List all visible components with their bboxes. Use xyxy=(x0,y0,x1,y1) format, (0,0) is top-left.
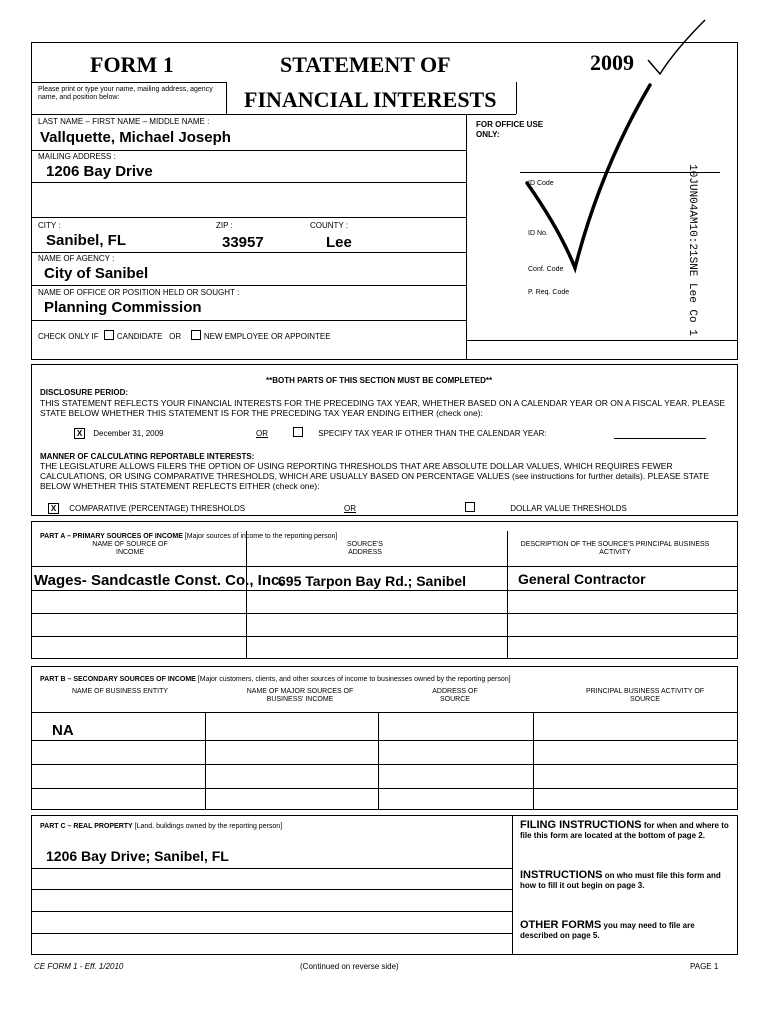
comparative-checkbox[interactable]: X xyxy=(48,503,59,514)
part-b-row1-name: NA xyxy=(52,722,74,739)
office-use-title: FOR OFFICE USE ONLY: xyxy=(476,120,544,139)
check-only-row xyxy=(38,330,331,341)
part-c-row-line-1 xyxy=(31,868,512,869)
mailing-line-1 xyxy=(31,182,466,183)
part-a-note: [Major sources of income to the reporting person] xyxy=(184,533,338,540)
county-label: COUNTY : xyxy=(310,221,349,230)
part-c-row-line-3 xyxy=(31,911,512,912)
office-underline xyxy=(31,320,466,321)
office-line-2 xyxy=(466,340,738,341)
mailing-value: 1206 Bay Drive xyxy=(46,163,153,180)
both-parts-note: **BOTH PARTS OF THIS SECTION MUST BE COMPLETED** xyxy=(266,376,493,385)
disclosure-period-title: DISCLOSURE PERIOD: xyxy=(40,388,129,397)
part-b-col2-header: NAME OF MAJOR SOURCES OF BUSINESS' INCOME xyxy=(246,688,354,703)
part-c-row-line-4 xyxy=(31,933,512,934)
city-value: Sanibel, FL xyxy=(46,232,127,249)
candidate-checkbox[interactable] xyxy=(104,330,114,340)
county-value: Lee xyxy=(326,234,352,251)
part-b-col-line-1 xyxy=(205,712,206,810)
part-a-row-line-3 xyxy=(31,636,738,637)
part-c-row1: 1206 Bay Drive; Sanibel, FL xyxy=(46,848,229,864)
part-b-row-line-3 xyxy=(31,788,738,789)
part-b-header-line xyxy=(31,712,738,713)
header-bottom-line xyxy=(31,114,226,115)
other-text: you may need to file are described on page 5. xyxy=(520,921,695,940)
footer-page: PAGE 1 xyxy=(690,962,719,971)
footer-continued: (Continued on reverse side) xyxy=(300,962,399,971)
form-year: 2009 xyxy=(590,50,634,75)
dollar-row xyxy=(462,502,627,513)
form-title-line2: FINANCIAL INTERESTS xyxy=(244,87,497,112)
agency-label: NAME OF AGENCY : xyxy=(38,254,115,263)
part-b-col-line-3 xyxy=(533,712,534,810)
who-must-file-instructions xyxy=(520,870,732,891)
period-options xyxy=(74,428,164,439)
part-a-col-line-2 xyxy=(507,531,508,659)
comparative-label: COMPARATIVE (PERCENTAGE) THRESHOLDS xyxy=(69,504,246,513)
title-right-tick xyxy=(516,82,517,114)
instr-text: on who must file this form and how to fill it out begin on page 3. xyxy=(520,871,721,890)
period-or: OR xyxy=(256,429,268,438)
part-b-col4-header: PRINCIPAL BUSINESS ACTIVITY OF SOURCE xyxy=(585,688,705,703)
part-b-row-line-2 xyxy=(31,764,738,765)
form-number: FORM 1 xyxy=(90,52,174,77)
part-b-note: [Major customers, clients, and other sources of income to businesses owned by the reporting person] xyxy=(197,676,511,683)
part-b-title: PART B – SECONDARY SOURCES OF INCOME xyxy=(40,676,196,683)
footer-form-id: CE FORM 1 - Eff. 1/2010 xyxy=(34,962,124,971)
other-head: OTHER FORMS xyxy=(520,919,602,931)
part-c-note: [Land, buildings owned by the reporting person] xyxy=(134,823,283,830)
city-underline xyxy=(31,252,466,253)
filing-text: for when and where to file this form are located at the bottom of page 2. xyxy=(520,821,729,840)
p-req-code-label: P. Req. Code xyxy=(528,289,570,296)
title-underline xyxy=(226,114,516,115)
mailing-line-2 xyxy=(31,217,466,218)
part-a-row1-name: Wages- Sandcastle Const. Co., Inc. xyxy=(34,572,284,589)
office-use-divider xyxy=(466,114,467,360)
part-c-title: PART C – REAL PROPERTY xyxy=(40,823,133,830)
part-c-title-row xyxy=(40,823,282,831)
zip-label: ZIP : xyxy=(216,221,233,230)
part-b-title-row xyxy=(40,676,511,684)
header-divider xyxy=(31,82,226,83)
manner-text: THE LEGISLATURE ALLOWS FILERS THE OPTION OF USING REPORTING THRESHOLDS THAT ARE ABSOLUTE DOLLAR VALUES, WHICH REQUIRES FEWER CALCULATIONS, OR USING COMPARATIVE THRESHOLDS, WHICH ARE USUALLY BASED ON PERCENTAGE VALUES (see instructions for further details). PLEASE STATE BELOW WHETHER THIS STATEMENT REFLECTS EITHER (check one): xyxy=(40,461,710,491)
manner-title: MANNER OF CALCULATING REPORTABLE INTERESTS: xyxy=(40,452,255,461)
or-label: OR xyxy=(169,332,182,341)
instr-head: INSTRUCTIONS xyxy=(520,869,603,881)
part-b-col-line-2 xyxy=(378,712,379,810)
new-employee-label: NEW EMPLOYEE OR APPOINTEE xyxy=(203,332,331,341)
name-label: LAST NAME – FIRST NAME – MIDDLE NAME : xyxy=(38,117,210,126)
office-value: Planning Commission xyxy=(44,299,202,316)
conf-code-label: Conf. Code xyxy=(528,266,564,273)
specify-blank[interactable] xyxy=(614,438,706,439)
specify-row xyxy=(290,427,547,438)
new-employee-checkbox[interactable] xyxy=(191,330,201,340)
agency-underline xyxy=(31,285,466,286)
part-a-title: PART A – PRIMARY SOURCES OF INCOME xyxy=(40,533,183,540)
comparative-row xyxy=(48,503,245,514)
mailing-label: MAILING ADDRESS : xyxy=(38,152,116,161)
part-a-row1-address: 695 Tarpon Bay Rd.; Sanibel xyxy=(278,573,467,589)
office-label: NAME OF OFFICE OR POSITION HELD OR SOUGHT : xyxy=(38,288,240,297)
part-a-col1-header: NAME OF SOURCE OF INCOME xyxy=(92,541,168,556)
part-b-row-line-1 xyxy=(31,740,738,741)
filing-instructions xyxy=(520,820,732,841)
part-a-header-line xyxy=(31,566,738,567)
agency-value: City of Sanibel xyxy=(44,265,149,282)
part-a-row-line-2 xyxy=(31,613,738,614)
dollar-label: DOLLAR VALUE THRESHOLDS xyxy=(510,504,627,513)
dec31-label: December 31, 2009 xyxy=(93,429,164,438)
part-a-title-row xyxy=(40,533,337,541)
id-code-label: ID Code xyxy=(528,180,554,187)
part-a-col-line-1 xyxy=(246,531,247,659)
part-a-row1-description: General Contractor xyxy=(518,571,646,587)
part-b-col3-header: ADDRESS OF SOURCE xyxy=(432,688,478,703)
zip-value: 33957 xyxy=(222,234,264,251)
print-instructions: Please print or type your name, mailing address, agency name, and position below: xyxy=(38,86,213,101)
name-underline xyxy=(31,150,466,151)
part-a-col3-header: DESCRIPTION OF THE SOURCE'S PRINCIPAL BUSINESS ACTIVITY xyxy=(520,541,710,556)
name-value: Vallquette, Michael Joseph xyxy=(40,129,231,146)
part-a-col2-header: SOURCE'S ADDRESS xyxy=(347,541,383,556)
check-only-label: CHECK ONLY IF xyxy=(38,332,99,341)
other-forms-instructions xyxy=(520,920,732,941)
part-b-col1-header: NAME OF BUSINESS ENTITY xyxy=(71,688,169,695)
instr-box-right xyxy=(226,82,227,114)
specify-checkbox[interactable] xyxy=(293,427,303,437)
filing-head: FILING INSTRUCTIONS xyxy=(520,819,642,831)
part-c-row-line-2 xyxy=(31,889,512,890)
disclosure-period-text: THIS STATEMENT REFLECTS YOUR FINANCIAL INTERESTS FOR THE PRECEDING TAX YEAR, WHETHER BASED ON A CALENDAR YEAR OR ON A FISCAL YEAR. PLEASE STATE BELOW WHETHER THIS STATEMENT IS FOR THE PRECEDING TAX YEAR ENDING EITHER (check one): xyxy=(40,398,726,418)
id-no-label: ID No. xyxy=(528,230,548,237)
candidate-label: CANDIDATE xyxy=(116,332,163,341)
received-stamp: 10JUN04AM10:21SNE Lee Co 1 xyxy=(686,164,698,336)
disclosure-box xyxy=(31,364,738,516)
dec31-checkbox[interactable]: X xyxy=(74,428,85,439)
part-a-row-line-1 xyxy=(31,590,738,591)
dollar-checkbox[interactable] xyxy=(465,502,475,512)
part-c-divider xyxy=(512,815,513,955)
specify-label: SPECIFY TAX YEAR IF OTHER THAN THE CALENDAR YEAR: xyxy=(318,429,547,438)
city-label: CITY : xyxy=(38,221,61,230)
form-title-line1: STATEMENT OF xyxy=(280,52,451,77)
manner-or: OR xyxy=(344,504,356,513)
